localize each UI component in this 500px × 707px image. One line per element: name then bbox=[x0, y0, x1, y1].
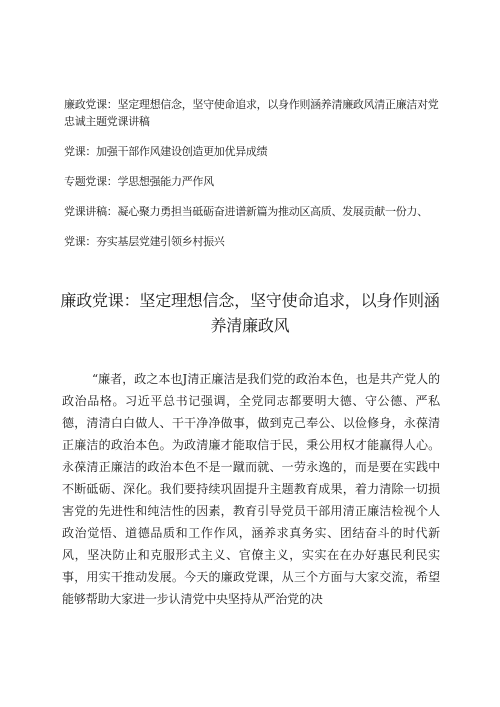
article-title: 廉政党课：坚定理想信念，坚守使命追求，以身作则涵养清廉政风 bbox=[60, 291, 440, 335]
article-paragraph: “廉者，政之本也J清正廉洁是我们党的政治本色，也是共产党人的政治品格。习近平总书记强调，全党同志都要明大德、守公德、严私德，清清白白做人、干干净净做事，做到克己奉公、以俭修身，永葆清正廉洁的政治本色。为政清廉才能取信于民，秉公用权才能赢得人心。永葆清正廉洁的政治本色不是一蹴而就、一劳永逸的，而是要在实践中不断砥砺、深化。我们要持续巩固提升主题教育成果，着力清除一切损害党的先进性和纯洁性的因素，教育引导党员干部用清正廉洁检视个人政治觉悟、道德品质和工作作风，涵养求真务实、团结奋斗的时代新风，坚决防止和克服形式主义、官僚主义，实实在在办好惠民利民实事，用实干推动发展。今天的廉政党课，从三个方面与大家交流，希望能够帮助大家进一步认清党中央坚持从严治党的决 bbox=[62, 372, 440, 606]
table-of-contents bbox=[64, 96, 444, 263]
toc-item: 专题党课：学思想强能力严作风 bbox=[64, 175, 214, 188]
toc-item: 党课讲稿：凝心聚力勇担当砥砺奋进谱新篇为推动区高质、发展贡献一份力、 bbox=[64, 205, 428, 218]
toc-item: 廉政党课：坚定理想信念，坚守使命追求，以身作则涵养清廉政风清正廉洁对党忠诚主题党课讲稿 bbox=[64, 98, 439, 128]
toc-item: 党课：加强干部作风建设创造更加优异成绩 bbox=[64, 145, 268, 158]
toc-item: 党课：夯实基层党建引领乡村振兴 bbox=[64, 235, 225, 248]
